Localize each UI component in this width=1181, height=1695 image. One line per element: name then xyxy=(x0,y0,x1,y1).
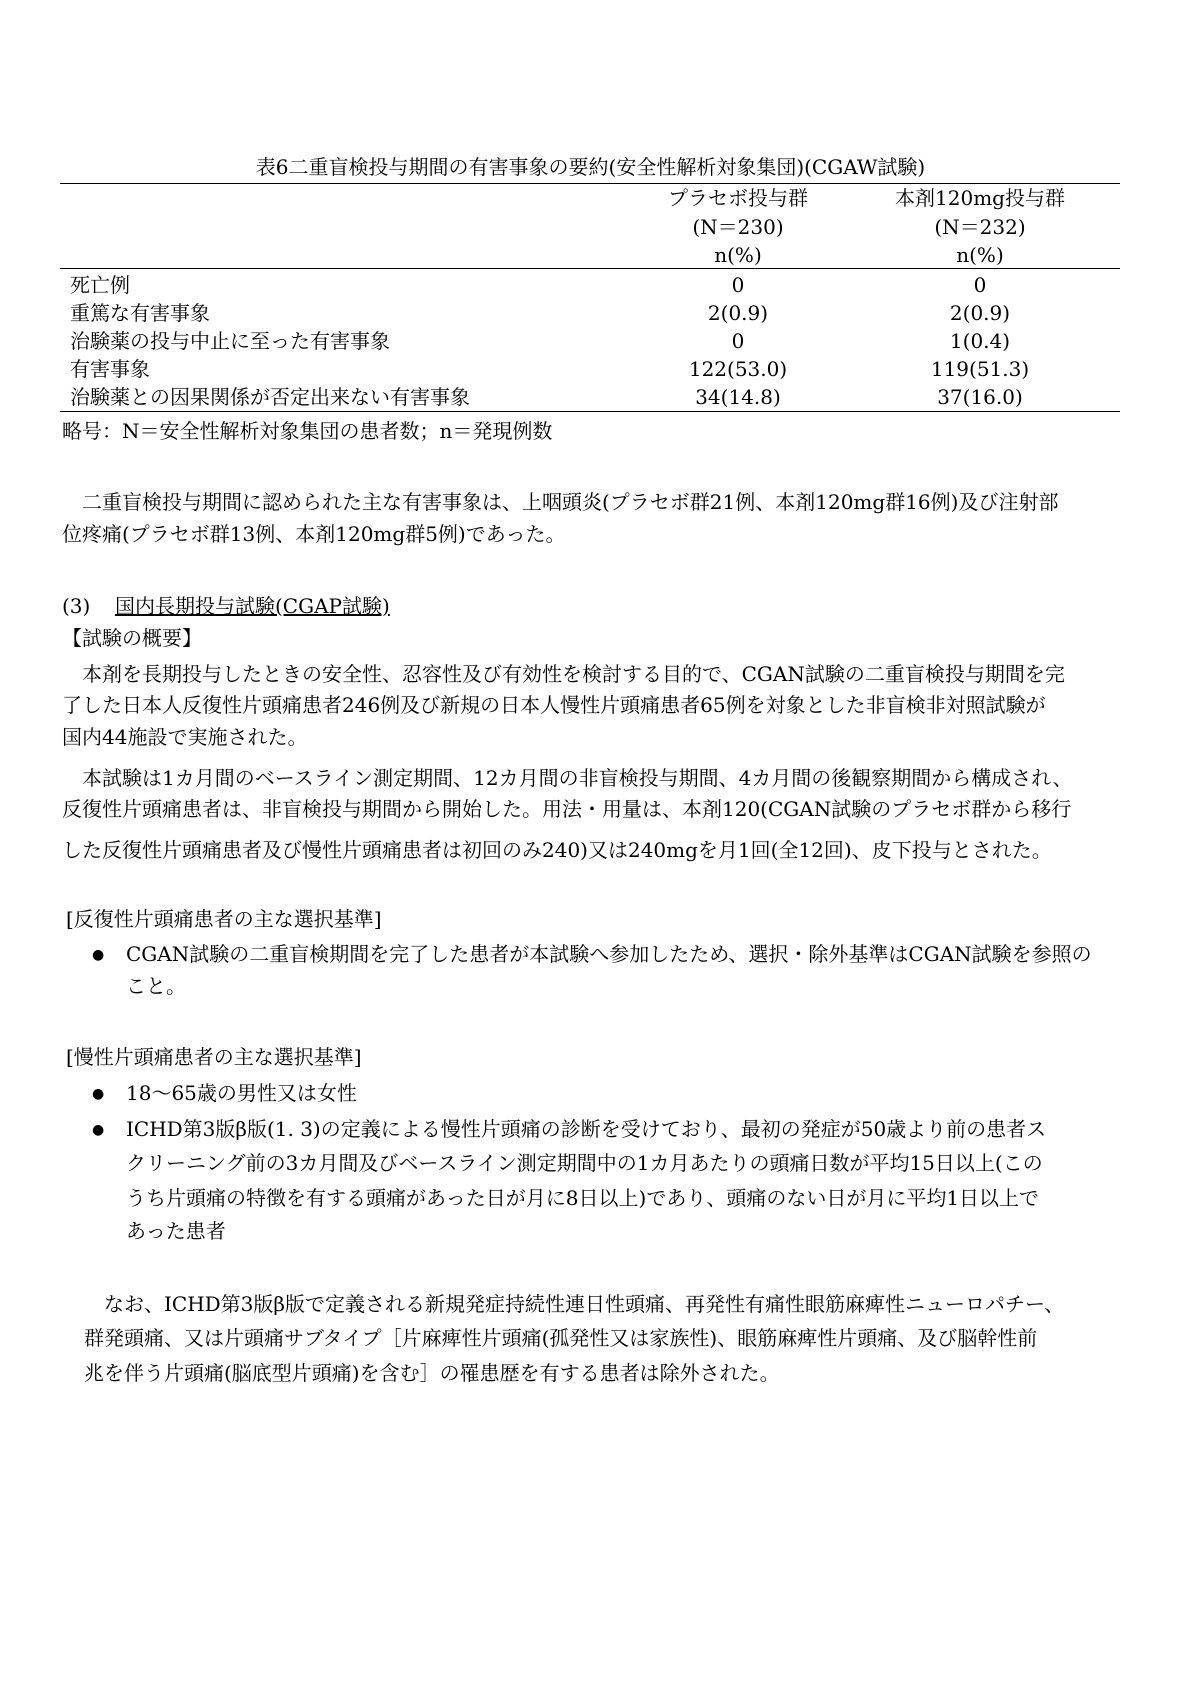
text-line: 二重盲検投与期間に認められた主な有害事象は、上咽頭炎(プラセボ群21例、本剤120mg群16例)及び注射部 xyxy=(62,490,1059,514)
text-line: クリーニング前の3カ月間及びベースライン測定期間中の1カ月あたりの頭痛日数が平均15日以上(この xyxy=(126,1151,1043,1175)
chronic-criteria-heading: [慢性片頭痛患者の主な選択基準] xyxy=(66,1045,362,1069)
section-number: (3) xyxy=(62,594,91,618)
cell-placebo: 34(14.8) xyxy=(695,385,781,409)
row-label: 重篤な有害事象 xyxy=(70,301,210,325)
text-line: あった患者 xyxy=(126,1219,226,1243)
table-bottom-rule xyxy=(60,411,1120,412)
text-line: なお、ICHD第3版β版で定義される新規発症持続性連日性頭痛、再発性有痛性眼筋麻痺性ニューロパチー、 xyxy=(84,1292,1065,1316)
text-line: 国内44施設で実施された。 xyxy=(62,725,308,749)
text-line: 本試験は1カ月間のベースライン測定期間、12カ月間の非盲検投与期間、4カ月間の後観察期間から構成され、 xyxy=(62,766,1073,790)
text-line: こと。 xyxy=(126,974,186,998)
cell-placebo: 2(0.9) xyxy=(707,301,769,325)
column-name: 本剤120mg投与群 xyxy=(895,186,1065,210)
text-line: 了した日本人反復性片頭痛患者246例及び新規の日本人慢性片頭痛患者65例を対象とした非盲検非対照試験が xyxy=(62,693,1046,717)
cell-drug: 37(16.0) xyxy=(937,385,1023,409)
text-line: 位疼痛(プラセボ群13例、本剤120mg群5例)であった。 xyxy=(62,522,566,546)
row-label: 有害事象 xyxy=(70,357,150,381)
episodic-criteria-heading: [反復性片頭痛患者の主な選択基準] xyxy=(66,907,382,931)
text-line: ICHD第3版β版(1. 3)の定義による慢性片頭痛の診断を受けており、最初の発症が50歳より前の患者ス xyxy=(126,1117,1047,1141)
column-unit: n(%) xyxy=(714,243,762,267)
column-unit: n(%) xyxy=(956,243,1004,267)
subheading: 【試験の概要】 xyxy=(62,626,202,650)
bullet-icon: ● xyxy=(92,1122,105,1138)
column-n: (N＝232) xyxy=(934,215,1026,239)
row-label: 死亡例 xyxy=(70,273,130,297)
text-line: 本剤を長期投与したときの安全性、忍容性及び有効性を検討する目的で、CGAN試験の二重盲検投与期間を完 xyxy=(62,662,1065,686)
column-n: (N＝230) xyxy=(692,215,784,239)
cell-placebo: 0 xyxy=(731,273,745,297)
bullet-icon: ● xyxy=(92,947,105,963)
row-label: 治験薬との因果関係が否定出来ない有害事象 xyxy=(70,385,470,409)
cell-placebo: 122(53.0) xyxy=(688,357,788,381)
cell-drug: 0 xyxy=(973,273,987,297)
cell-drug: 119(51.3) xyxy=(930,357,1030,381)
cell-placebo: 0 xyxy=(731,329,745,353)
table-title: 表6二重盲検投与期間の有害事象の要約(安全性解析対象集団)(CGAW試験) xyxy=(255,155,926,179)
text-line: 兆を伴う片頭痛(脳底型片頭痛)を含む］の罹患歴を有する患者は除外された。 xyxy=(84,1361,780,1385)
cell-drug: 1(0.4) xyxy=(949,329,1011,353)
bullet-icon: ● xyxy=(92,1086,105,1102)
text-line: 18～65歳の男性又は女性 xyxy=(126,1081,357,1105)
row-label: 治験薬の投与中止に至った有害事象 xyxy=(70,329,390,353)
table-top-rule xyxy=(60,183,1120,184)
text-line: 反復性片頭痛患者は、非盲検投与期間から開始した。用法・用量は、本剤120(CGAN試験のプラセボ群から移行 xyxy=(62,797,1072,821)
text-line: うち片頭痛の特徴を有する頭痛があった日が月に8日以上)であり、頭痛のない日が月に平均1日以上で xyxy=(126,1186,1040,1210)
table-header-rule xyxy=(60,268,1120,269)
text-line: CGAN試験の二重盲検期間を完了した患者が本試験へ参加したため、選択・除外基準はCGAN試験を参照の xyxy=(126,942,1092,966)
column-name: プラセボ投与群 xyxy=(668,186,808,210)
text-line: した反復性片頭痛患者及び慢性片頭痛患者は初回のみ240)又は240mgを月1回(全12回)、皮下投与とされた。 xyxy=(62,838,1052,862)
cell-drug: 2(0.9) xyxy=(949,301,1011,325)
section-title: 国内長期投与試験(CGAP試験) xyxy=(115,594,390,618)
text-line: 群発頭痛、又は片頭痛サブタイプ［片麻痺性片頭痛(孤発性又は家族性)、眼筋麻痺性片頭痛、及び脳幹性前 xyxy=(84,1326,1038,1350)
table-footnote: 略号：N＝安全性解析対象集団の患者数；n＝発現例数 xyxy=(62,419,553,443)
